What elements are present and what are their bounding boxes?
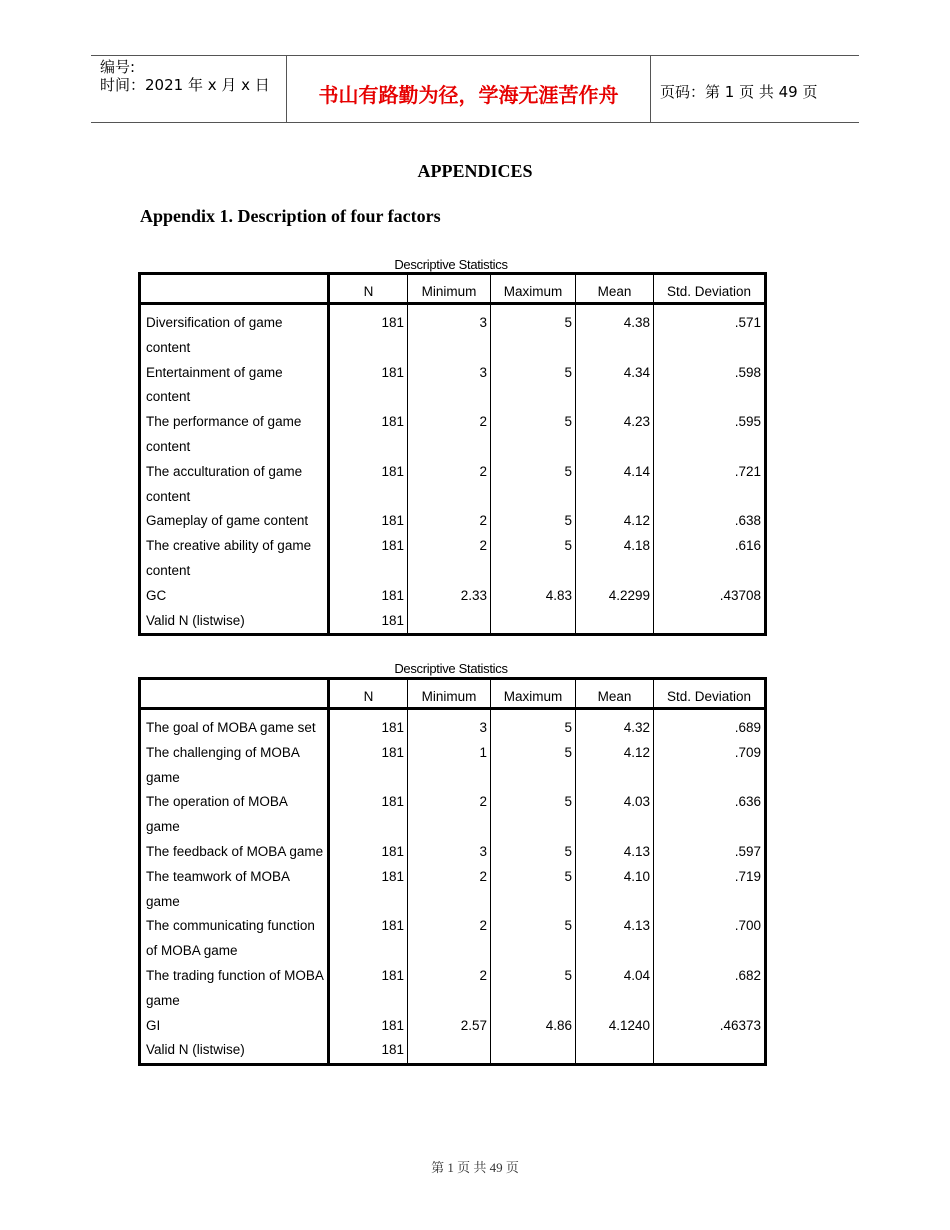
stat-value: 181: [329, 1014, 408, 1039]
row-label: The operation of MOBA game: [140, 790, 329, 840]
stat-value: 4.13: [576, 914, 654, 964]
table-row: [140, 914, 766, 964]
table-row: [140, 1038, 766, 1064]
stat-value: 5: [491, 741, 576, 791]
stat-value: .43708: [654, 584, 766, 609]
column-header: Minimum: [408, 274, 491, 304]
row-label: Entertainment of game content: [140, 361, 329, 411]
stat-value: 5: [491, 361, 576, 411]
descriptive-statistics-table-gi: [138, 677, 767, 1066]
header-motto-cell: [286, 56, 651, 122]
document-title: APPENDICES: [417, 161, 533, 181]
stat-value: 4.12: [576, 509, 654, 534]
stat-value: 1: [408, 741, 491, 791]
stat-value: .597: [654, 840, 766, 865]
table-row: [140, 534, 766, 584]
stat-value: 181: [329, 609, 408, 635]
stat-value: 2: [408, 964, 491, 1014]
row-label: The goal of MOBA game set: [140, 709, 329, 741]
stat-value: 181: [329, 1038, 408, 1064]
stat-value: 181: [329, 460, 408, 510]
row-label: The performance of game content: [140, 410, 329, 460]
table-row: [140, 1014, 766, 1039]
table-header-row: [140, 679, 766, 709]
stat-value: 181: [329, 509, 408, 534]
stat-value: 5: [491, 709, 576, 741]
stat-value: 4.34: [576, 361, 654, 411]
column-header: Mean: [576, 274, 654, 304]
table-row: [140, 609, 766, 635]
stat-value: [576, 1038, 654, 1064]
header-page-info: 页码：第 1 页 共 49 页: [660, 83, 818, 101]
stat-value: 5: [491, 460, 576, 510]
header-page-cell: [650, 56, 859, 122]
stat-value: 2: [408, 790, 491, 840]
row-label: Valid N (listwise): [140, 1038, 329, 1064]
table-row: [140, 304, 766, 361]
stat-value: 181: [329, 741, 408, 791]
stat-value: 5: [491, 914, 576, 964]
stat-value: [654, 609, 766, 635]
table-caption: Descriptive Statistics: [394, 257, 508, 272]
stat-value: .595: [654, 410, 766, 460]
stat-value: 181: [329, 840, 408, 865]
stat-value: 181: [329, 361, 408, 411]
stat-value: 4.32: [576, 709, 654, 741]
column-header: N: [329, 274, 408, 304]
stat-value: 4.1240: [576, 1014, 654, 1039]
stat-value: 4.13: [576, 840, 654, 865]
column-header: Std. Deviation: [654, 679, 766, 709]
stat-value: 5: [491, 304, 576, 361]
row-label: The acculturation of game content: [140, 460, 329, 510]
stat-value: 3: [408, 304, 491, 361]
stat-value: [491, 1038, 576, 1064]
row-label: The trading function of MOBA game: [140, 964, 329, 1014]
column-header-blank: [140, 679, 329, 709]
column-header: Maximum: [491, 679, 576, 709]
row-label: Gameplay of game content: [140, 509, 329, 534]
stat-value: 181: [329, 914, 408, 964]
stat-value: 2: [408, 509, 491, 534]
row-label: GC: [140, 584, 329, 609]
code-label: 编号:: [100, 58, 136, 76]
column-header: Maximum: [491, 274, 576, 304]
row-label: The feedback of MOBA game: [140, 840, 329, 865]
stat-value: 5: [491, 964, 576, 1014]
stat-value: .700: [654, 914, 766, 964]
table-caption: Descriptive Statistics: [394, 661, 508, 676]
stat-value: 181: [329, 304, 408, 361]
stat-value: 4.38: [576, 304, 654, 361]
stat-value: .616: [654, 534, 766, 584]
appendix-heading: Appendix 1. Description of four factors: [140, 206, 441, 226]
row-label: The creative ability of game content: [140, 534, 329, 584]
stat-value: .689: [654, 709, 766, 741]
table-row: [140, 741, 766, 791]
stat-value: [654, 1038, 766, 1064]
table-row: [140, 790, 766, 840]
column-header: Minimum: [408, 679, 491, 709]
table-row: [140, 709, 766, 741]
stat-value: 2: [408, 534, 491, 584]
stat-value: 4.10: [576, 865, 654, 915]
column-header-blank: [140, 274, 329, 304]
stat-value: 5: [491, 840, 576, 865]
table-row: [140, 460, 766, 510]
stat-value: 181: [329, 584, 408, 609]
stat-value: 2: [408, 914, 491, 964]
table-row: [140, 840, 766, 865]
stat-value: 2: [408, 865, 491, 915]
table-row: [140, 964, 766, 1014]
stat-value: [408, 1038, 491, 1064]
table-header-row: [140, 274, 766, 304]
stat-value: 3: [408, 361, 491, 411]
stat-value: .638: [654, 509, 766, 534]
stat-value: 3: [408, 840, 491, 865]
stat-value: 3: [408, 709, 491, 741]
stat-value: 181: [329, 790, 408, 840]
row-label: The teamwork of MOBA game: [140, 865, 329, 915]
stat-value: .719: [654, 865, 766, 915]
stat-value: 181: [329, 534, 408, 584]
table-row: [140, 584, 766, 609]
stat-value: 4.83: [491, 584, 576, 609]
row-label: The challenging of MOBA game: [140, 741, 329, 791]
stat-value: 4.14: [576, 460, 654, 510]
stat-value: 4.23: [576, 410, 654, 460]
stat-value: 5: [491, 790, 576, 840]
row-label: GI: [140, 1014, 329, 1039]
row-label: The communicating function of MOBA game: [140, 914, 329, 964]
time-label: 时间：2021 年 x 月 x 日: [100, 76, 270, 94]
stat-value: 2: [408, 460, 491, 510]
page-footer: 第 1 页 共 49 页: [431, 1160, 519, 1175]
header-meta-cell: [91, 56, 286, 122]
page-header: [91, 55, 859, 123]
row-label: Diversification of game content: [140, 304, 329, 361]
motto-text: 书山有路勤为径，学海无涯苦作舟: [318, 83, 619, 107]
stat-value: 4.2299: [576, 584, 654, 609]
stat-value: 181: [329, 964, 408, 1014]
stat-value: [491, 609, 576, 635]
stat-value: 4.12: [576, 741, 654, 791]
stat-value: 5: [491, 509, 576, 534]
stat-value: 2.33: [408, 584, 491, 609]
stat-value: [576, 609, 654, 635]
stat-value: 4.04: [576, 964, 654, 1014]
stat-value: .709: [654, 741, 766, 791]
stat-value: 181: [329, 410, 408, 460]
table-row: [140, 509, 766, 534]
stat-value: .721: [654, 460, 766, 510]
stat-value: 181: [329, 865, 408, 915]
stat-value: .636: [654, 790, 766, 840]
stat-value: .598: [654, 361, 766, 411]
stat-value: 4.18: [576, 534, 654, 584]
stat-value: .571: [654, 304, 766, 361]
row-label: Valid N (listwise): [140, 609, 329, 635]
descriptive-statistics-table-gc: [138, 272, 767, 636]
stat-value: 5: [491, 534, 576, 584]
stat-value: 2: [408, 410, 491, 460]
stat-value: .682: [654, 964, 766, 1014]
table-row: [140, 361, 766, 411]
table-row: [140, 410, 766, 460]
table-row: [140, 865, 766, 915]
stat-value: [408, 609, 491, 635]
stat-value: .46373: [654, 1014, 766, 1039]
stat-value: 2.57: [408, 1014, 491, 1039]
stat-value: 5: [491, 410, 576, 460]
stat-value: 4.03: [576, 790, 654, 840]
stat-value: 181: [329, 709, 408, 741]
stat-value: 5: [491, 865, 576, 915]
column-header: Mean: [576, 679, 654, 709]
stat-value: 4.86: [491, 1014, 576, 1039]
column-header: Std. Deviation: [654, 274, 766, 304]
column-header: N: [329, 679, 408, 709]
